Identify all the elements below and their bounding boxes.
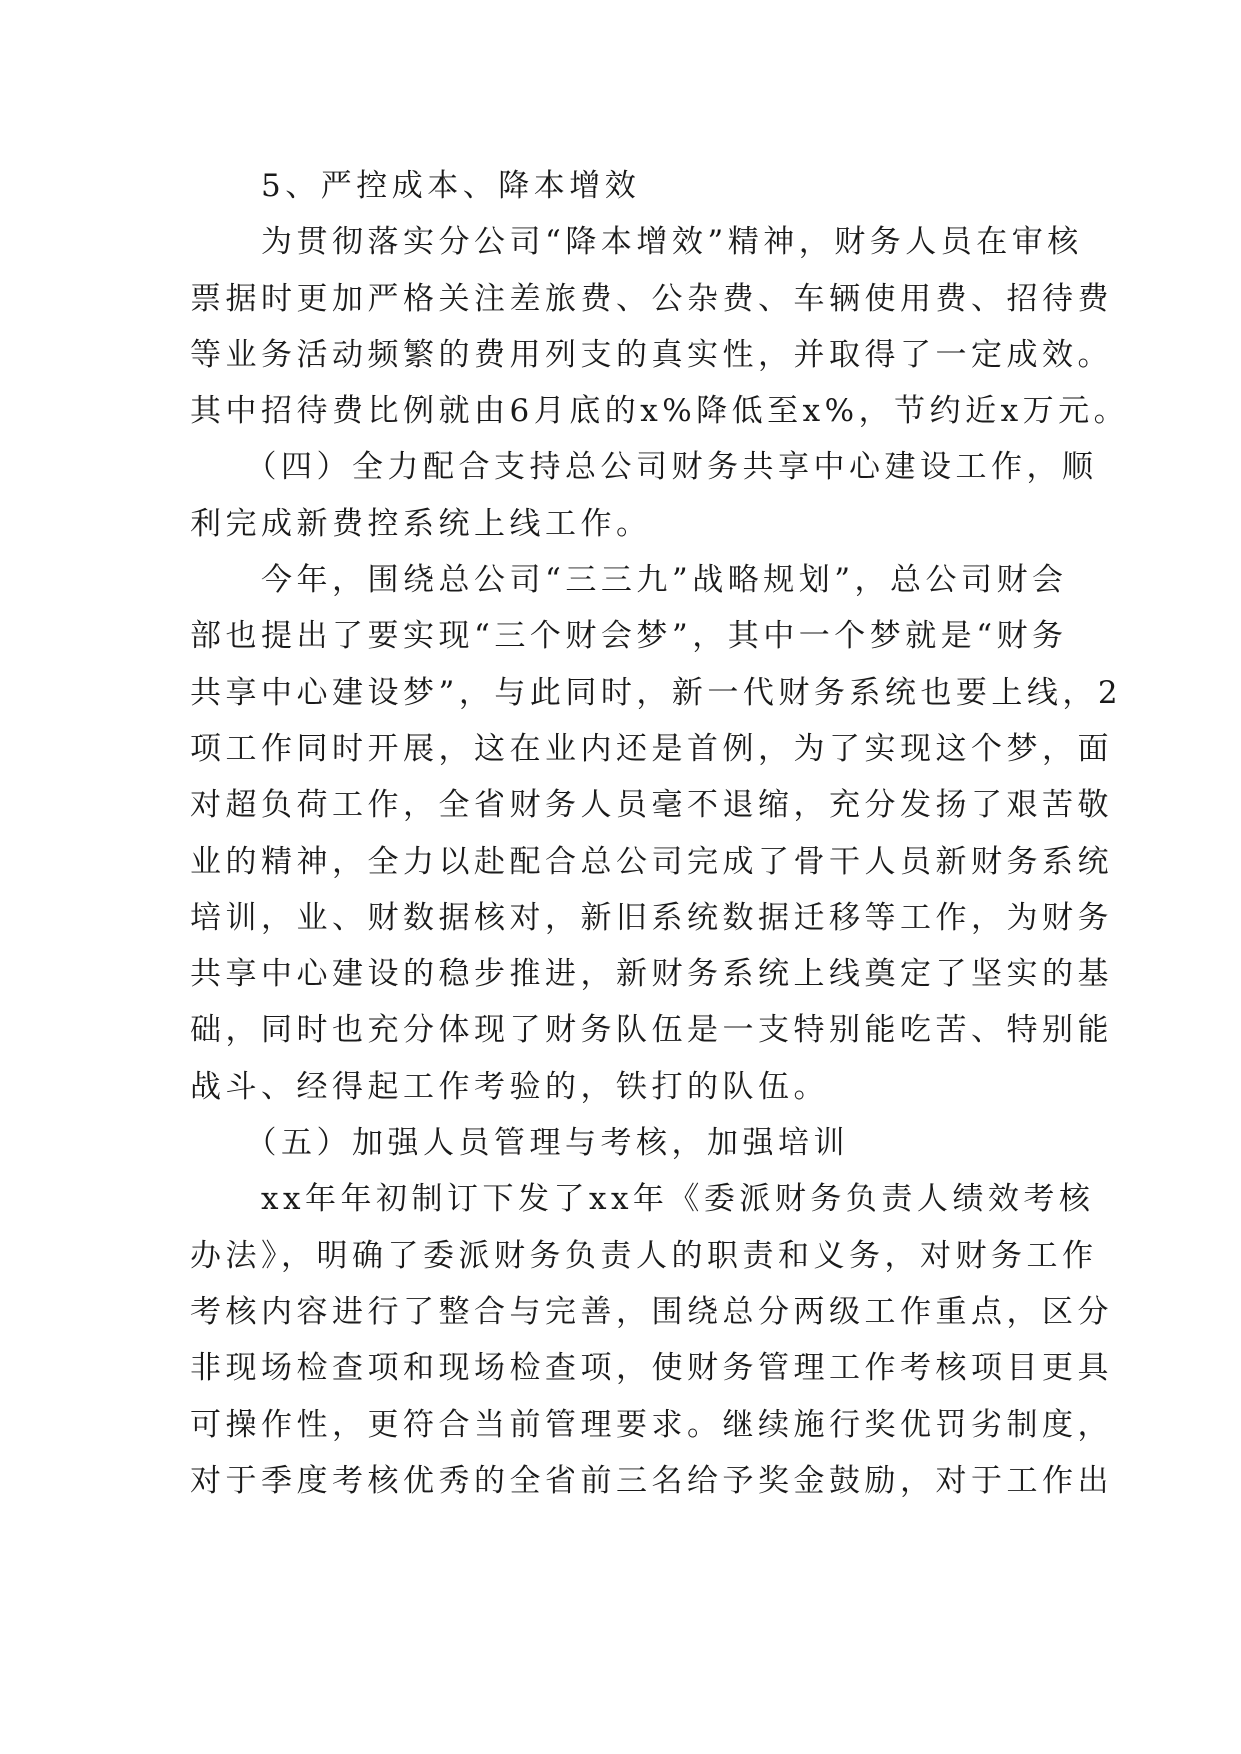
paragraph-line: 等业务活动频繁的费用列支的真实性，并取得了一定成效。 [190, 336, 1113, 373]
paragraph-line: 为贯彻落实分公司“降本增效”精神，财务人员在审核 [190, 224, 1083, 261]
paragraph-line: 其中招待费比例就由6月底的x%降低至x%，节约近x万元。 [190, 393, 1130, 430]
paragraph-line: 今年，围绕总公司“三三九”战略规划”，总公司财会 [190, 562, 1068, 599]
paragraph-line: 业的精神，全力以赴配合总公司完成了骨干人员新财务系统 [190, 843, 1113, 880]
section-heading-4-cont: 利完成新费控系统上线工作。 [190, 505, 652, 542]
paragraph-line: 共享中心建设的稳步推进，新财务系统上线奠定了坚实的基 [190, 956, 1113, 993]
section-heading-5-roman: （五）加强人员管理与考核，加强培训 [190, 1125, 849, 1162]
paragraph-line: 战斗、经得起工作考验的，铁打的队伍。 [190, 1068, 829, 1105]
paragraph-line: 可操作性，更符合当前管理要求。继续施行奖优罚劣制度， [190, 1406, 1113, 1443]
paragraph-line: 部也提出了要实现“三个财会梦”，其中一个梦就是“财务 [190, 618, 1068, 655]
paragraph-line: 办法》，明确了委派财务负责人的职责和义务，对财务工作 [190, 1237, 1098, 1274]
paragraph-line: 对于季度考核优秀的全省前三名给予奖金鼓励，对于工作出 [190, 1462, 1113, 1499]
paragraph-line: 对超负荷工作，全省财务人员毫不退缩，充分发扬了艰苦敬 [190, 787, 1113, 824]
paragraph-line: 项工作同时开展，这在业内还是首例，为了实现这个梦，面 [190, 730, 1113, 767]
paragraph-line: 考核内容进行了整合与完善，围绕总分两级工作重点，区分 [190, 1293, 1113, 1330]
paragraph-line: 培训，业、财数据核对，新旧系统数据迁移等工作，为财务 [190, 899, 1113, 936]
section-heading-4: （四）全力配合支持总公司财务共享中心建设工作，顺 [190, 449, 1098, 486]
paragraph-line: xx年年初制订下发了xx年《委派财务负责人绩效考核 [190, 1181, 1095, 1218]
paragraph-line: 非现场检查项和现场检查项，使财务管理工作考核项目更具 [190, 1350, 1113, 1387]
document-body [190, 158, 1130, 1509]
paragraph-line: 共享中心建设梦”，与此同时，新一代财务系统也要上线，2 [190, 674, 1123, 711]
paragraph-line: 础，同时也充分体现了财务队伍是一支特别能吃苦、特别能 [190, 1012, 1113, 1049]
section-heading-5: 5、严控成本、降本增效 [190, 168, 641, 204]
paragraph-line: 票据时更加严格关注差旅费、公杂费、车辆使用费、招待费 [190, 280, 1113, 317]
